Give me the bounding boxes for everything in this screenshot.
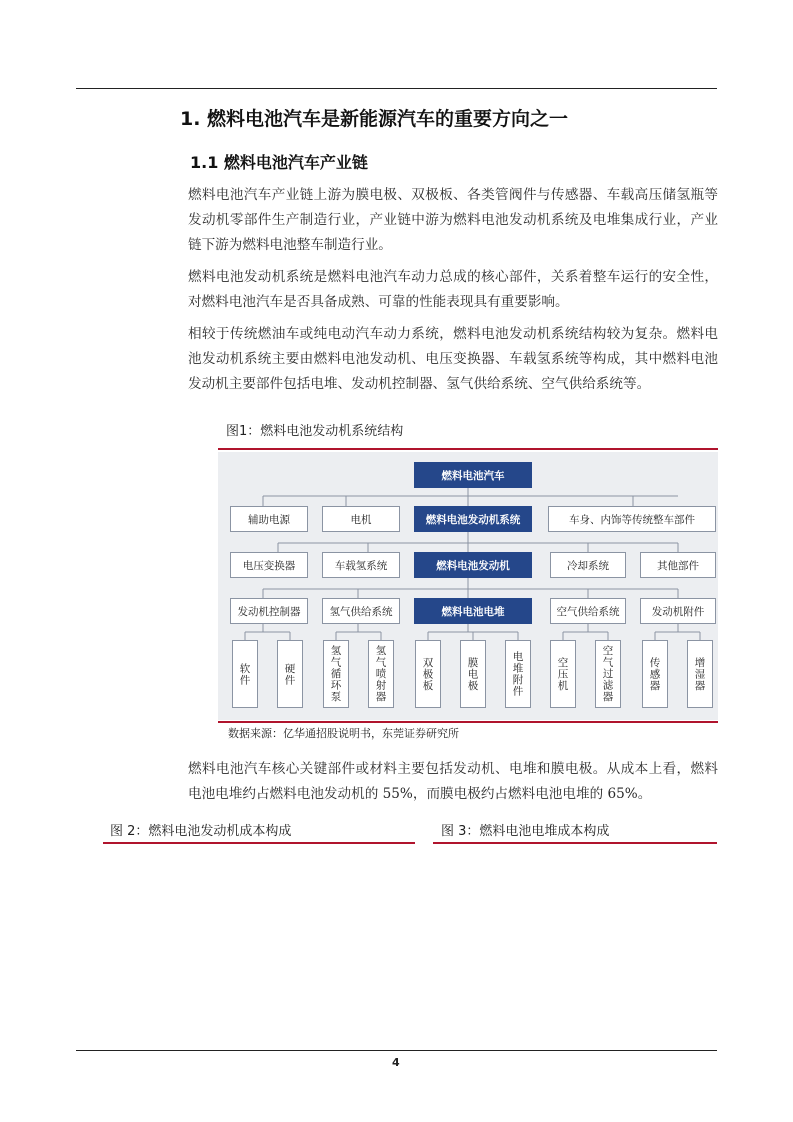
- figure-2-caption: 图 2：燃料电池发动机成本构成: [110, 824, 292, 839]
- leaf-humidifier: 增湿器: [687, 640, 713, 708]
- node-hydrogen-supply: 氢气供给系统: [322, 598, 400, 624]
- paragraph-4: 燃料电池汽车核心关键部件或材料主要包括发动机、电堆和膜电极。从成本上看，燃料电池电堆约占燃料电池发动机的 55%，而膜电极约占燃料电池电堆的 65%。: [188, 761, 718, 802]
- page-number: 4: [392, 1056, 400, 1069]
- figure-3-rule: [433, 842, 717, 844]
- leaf-hydrogen-pump: 氢气循环泵: [323, 640, 349, 708]
- node-cooling-system: 冷却系统: [550, 552, 626, 578]
- leaf-hardware: 硬件: [277, 640, 303, 708]
- subsection-heading: 1.1 燃料电池汽车产业链: [190, 153, 368, 172]
- leaf-stack-accessories: 电堆附件: [505, 640, 531, 708]
- node-body-parts: 车身、内饰等传统整车部件: [548, 506, 716, 532]
- leaf-air-filter: 空气过滤器: [595, 640, 621, 708]
- node-fuel-cell-engine: 燃料电池发动机: [414, 552, 532, 578]
- paragraph-2: 燃料电池发动机系统是燃料电池汽车动力总成的核心部件，关系着整车运行的安全性，对燃料电池汽车是否具备成熟、可靠的性能表现具有重要影响。: [188, 269, 718, 310]
- node-engine-system: 燃料电池发动机系统: [414, 506, 532, 532]
- node-fuel-cell-vehicle: 燃料电池汽车: [414, 462, 532, 488]
- paragraph-1: 燃料电池汽车产业链上游为膜电极、双极板、各类管阀件与传感器、车载高压储氢瓶等发动机零部件生产制造行业，产业链中游为燃料电池发动机系统及电堆集成行业，产业链下游为燃料电池整车制造行业。: [188, 187, 718, 253]
- leaf-software: 软件: [232, 640, 258, 708]
- figure-1-top-rule: [218, 448, 718, 450]
- leaf-hydrogen-injector: 氢气喷射器: [368, 640, 394, 708]
- node-aux-power: 辅助电源: [230, 506, 308, 532]
- figure-1-bottom-rule: [218, 721, 718, 723]
- figure-2-rule: [103, 842, 415, 844]
- footer-rule: [76, 1050, 717, 1051]
- figure-1-caption: 图1：燃料电池发动机系统结构: [226, 424, 404, 439]
- section-heading: 1. 燃料电池汽车是新能源汽车的重要方向之一: [180, 108, 569, 130]
- leaf-air-compressor: 空压机: [550, 640, 576, 708]
- node-air-supply: 空气供给系统: [550, 598, 626, 624]
- figure-3-caption: 图 3：燃料电池电堆成本构成: [441, 824, 610, 839]
- node-hydrogen-system: 车载氢系统: [322, 552, 400, 578]
- node-fuel-cell-stack: 燃料电池电堆: [414, 598, 532, 624]
- node-engine-accessories: 发动机附件: [640, 598, 716, 624]
- engine-system-diagram: [218, 452, 718, 720]
- leaf-bipolar-plate: 双极板: [415, 640, 441, 708]
- figure-1-source: 数据来源：亿华通招股说明书，东莞证券研究所: [228, 727, 459, 740]
- node-other-parts: 其他部件: [640, 552, 716, 578]
- node-engine-controller: 发动机控制器: [230, 598, 308, 624]
- leaf-mea: 膜电极: [460, 640, 486, 708]
- node-motor: 电机: [322, 506, 400, 532]
- node-voltage-converter: 电压变换器: [230, 552, 308, 578]
- paragraph-3: 相较于传统燃油车或纯电动汽车动力系统，燃料电池发动机系统结构较为复杂。燃料电池发动机系统主要由燃料电池发动机、电压变换器、车载氢系统等构成，其中燃料电池发动机主要部件包括电堆、发动机控制器、氢气供给系统、空气供给系统等。: [188, 326, 718, 392]
- leaf-sensor: 传感器: [642, 640, 668, 708]
- header-rule: [76, 88, 717, 89]
